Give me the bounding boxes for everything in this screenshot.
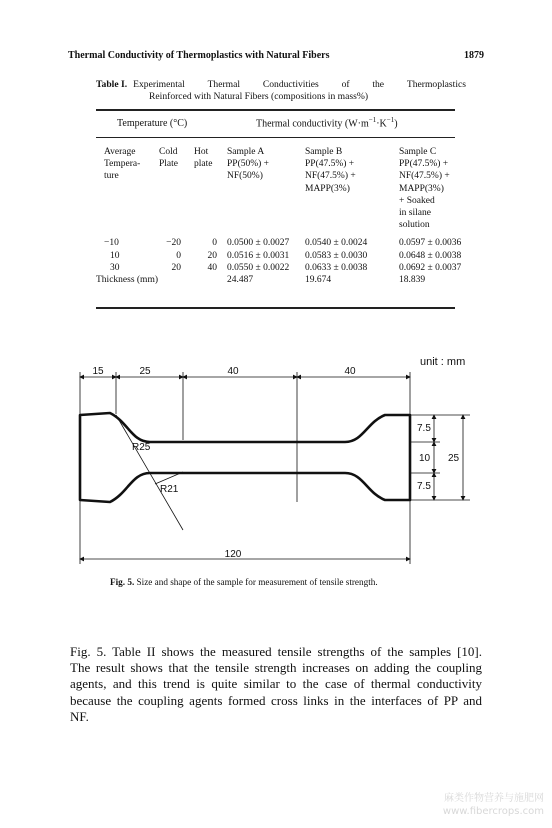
- dim-label: 25: [448, 453, 460, 464]
- cell: 0.0648 ± 0.0038: [399, 250, 462, 261]
- dim-label: 15: [92, 366, 104, 377]
- radius-label: R21: [160, 484, 179, 495]
- paragraph-line: agents, and this trend is quite similar to the case of thermal conductivity: [70, 676, 482, 692]
- dim-label: 25: [139, 366, 151, 377]
- dim-label: 7.5: [417, 423, 431, 434]
- cell: 0.0516 ± 0.0031: [227, 250, 290, 261]
- cell: 20: [171, 262, 181, 273]
- caption-line-2: Reinforced with Natural Fibers (compositions in mass%): [149, 91, 369, 102]
- cell: 19.674: [305, 275, 332, 286]
- caption-word: Thermoplastics: [406, 79, 466, 90]
- conductivity-header: Thermal conductivity $(W\cdot m^{-1}\cdot K^{-1})$: [256, 116, 398, 130]
- table-header-rule: [96, 137, 455, 138]
- cell: 0.0692 ± 0.0037: [399, 262, 462, 273]
- paragraph-line: NF.: [70, 708, 89, 724]
- paragraph-line: The result shows that the tensile strength increases on adding the coupling: [70, 660, 482, 676]
- dim-label: 7.5: [417, 481, 431, 492]
- cell: Thickness (mm): [96, 275, 159, 286]
- hot-plate-header: Hot plate: [194, 147, 213, 170]
- figure-label: Fig. 5.: [110, 577, 135, 587]
- cell: 20: [207, 250, 217, 261]
- sample-b-header: Sample B PP(47.5%) + NF(47.5%) + MAPP(3%): [305, 147, 356, 194]
- page-number: 1879: [464, 50, 484, 61]
- dim-label: 40: [344, 366, 356, 377]
- table-bottom-rule: [96, 307, 455, 309]
- cell: −20: [166, 238, 181, 249]
- cell: 30: [110, 262, 120, 273]
- table-row: [96, 237, 461, 249]
- body-paragraph: [70, 644, 482, 725]
- dim-label: 120: [224, 549, 242, 560]
- table-row: [96, 262, 461, 274]
- dim-label: 10: [419, 453, 431, 464]
- cell: 0.0633 ± 0.0038: [305, 262, 368, 273]
- table-row: [96, 250, 461, 262]
- cell: −10: [104, 238, 119, 249]
- cell: 18.839: [399, 275, 426, 286]
- paragraph-line: because the coupling agents formed cross links in the interfaces of PP and: [70, 692, 482, 708]
- cell: 24.487: [227, 275, 254, 286]
- conductivity-table: [96, 146, 461, 286]
- table-row-thickness: [96, 274, 461, 286]
- tensile-specimen-figure: [70, 352, 490, 572]
- table-subheader-row: [96, 146, 461, 231]
- table-caption: [96, 79, 466, 103]
- cold-plate-header: Cold Plate: [159, 147, 178, 170]
- figure-caption-text: Size and shape of the sample for measurement of tensile strength.: [136, 577, 378, 587]
- cell: 0.0500 ± 0.0027: [227, 238, 290, 249]
- caption-word: of: [341, 79, 350, 90]
- cell: 0: [176, 250, 181, 261]
- unit-label: unit : mm: [420, 356, 466, 368]
- caption-word: Conductivities: [262, 79, 319, 90]
- sample-c-header: Sample C PP(47.5%) + NF(47.5%) + MAPP(3%) + Soaked in silane solution: [399, 147, 450, 231]
- avg-temp-header: Average Tempera- ture: [104, 147, 141, 182]
- sample-a-header: Sample A PP(50%) + NF(50%): [227, 147, 270, 182]
- figure-caption: [110, 577, 378, 587]
- running-title: Thermal Conductivity of Thermoplastics with Natural Fibers: [68, 50, 330, 61]
- cell: 0.0550 ± 0.0022: [227, 262, 290, 273]
- watermark: 麻类作物营养与施肥网 www.fibercrops.com: [442, 793, 544, 817]
- dim-label: 40: [227, 366, 239, 377]
- cell: 0.0597 ± 0.0036: [399, 238, 462, 249]
- cell: 0.0540 ± 0.0024: [305, 238, 368, 249]
- caption-word: Experimental: [133, 79, 185, 90]
- table-top-rule: [96, 109, 455, 111]
- paragraph-line: Fig. 5. Table II shows the measured tensile strengths of the samples [10].: [70, 644, 482, 659]
- caption-word: Thermal: [207, 79, 241, 90]
- caption-word: the: [372, 79, 385, 90]
- cell: 0: [212, 238, 217, 249]
- cell: 40: [207, 262, 217, 273]
- cell: 10: [110, 250, 120, 261]
- temperature-header: Temperature (°C): [117, 118, 188, 129]
- cell: 0.0583 ± 0.0030: [305, 250, 368, 261]
- radius-label: R25: [132, 442, 151, 453]
- table-label: Table I.: [96, 79, 128, 90]
